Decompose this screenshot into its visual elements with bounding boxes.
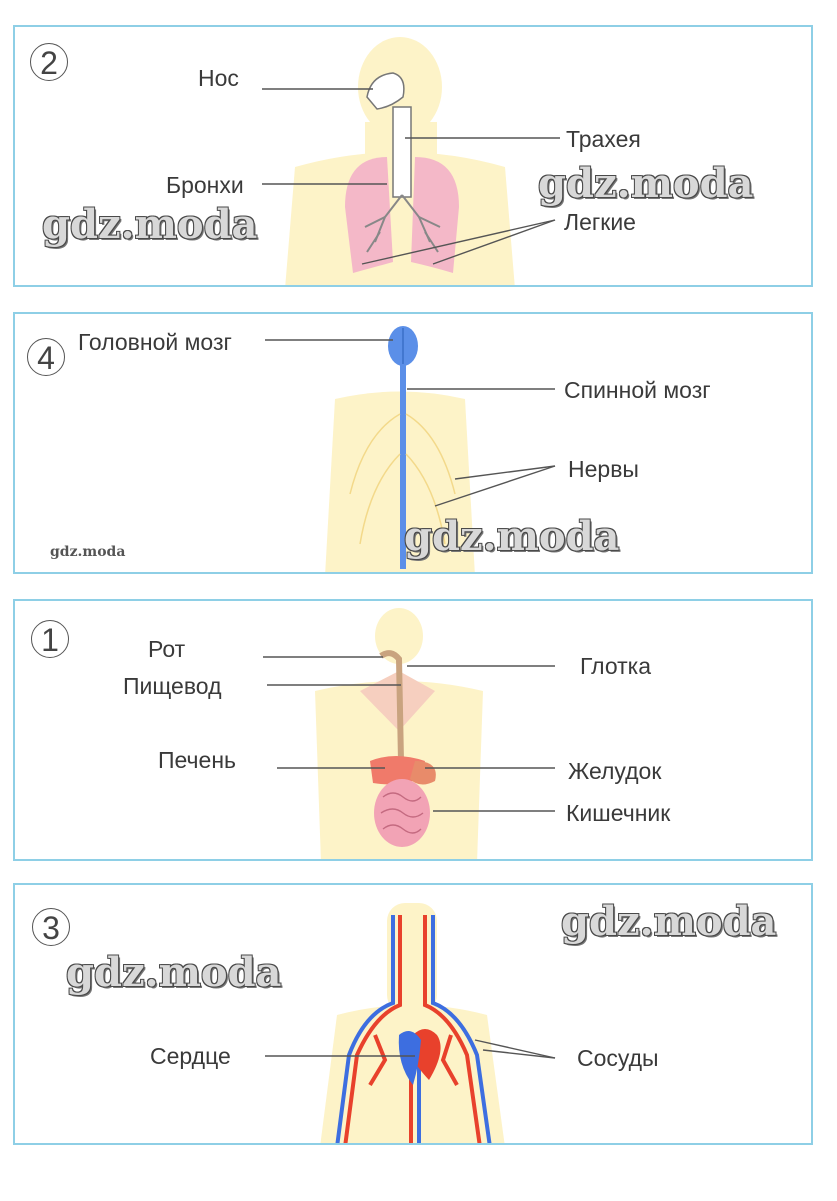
watermark: gdz.moda (538, 160, 754, 207)
label-brain: Головной мозг (78, 329, 232, 355)
label-nerves: Нервы (568, 456, 639, 482)
label-bronchi: Бронхи (166, 172, 244, 198)
label-stomach: Желудок (568, 758, 662, 784)
panel-number: 1 (31, 620, 69, 658)
label-trachea: Трахея (566, 126, 641, 152)
nervous-panel (13, 312, 813, 574)
label-heart: Сердце (150, 1043, 231, 1069)
watermark: gdz.moda (42, 201, 258, 248)
label-liver: Печень (158, 747, 237, 773)
watermark: gdz.moda (66, 949, 282, 996)
label-lungs: Легкие (564, 209, 636, 235)
digestive-diagram (15, 601, 813, 861)
label-vessels: Сосуды (577, 1045, 659, 1071)
label-nose: Нос (198, 65, 239, 91)
panel-number: 2 (30, 43, 68, 81)
watermark: gdz.moda (404, 513, 620, 560)
circulatory-panel (13, 883, 813, 1145)
label-intestine: Кишечник (566, 800, 671, 826)
label-spinal-cord: Спинной мозг (564, 377, 711, 403)
label-mouth: Рот (148, 636, 186, 662)
panel-number: 3 (32, 908, 70, 946)
panel-number: 4 (27, 338, 65, 376)
label-esophagus: Пищевод (123, 673, 222, 699)
label-pharynx: Глотка (580, 653, 652, 679)
respiratory-diagram (15, 27, 813, 287)
watermark-small: gdz.moda (50, 544, 126, 560)
trachea (393, 107, 411, 197)
digestive-panel (13, 599, 813, 861)
watermark: gdz.moda (561, 898, 777, 945)
respiratory-panel (13, 25, 813, 287)
